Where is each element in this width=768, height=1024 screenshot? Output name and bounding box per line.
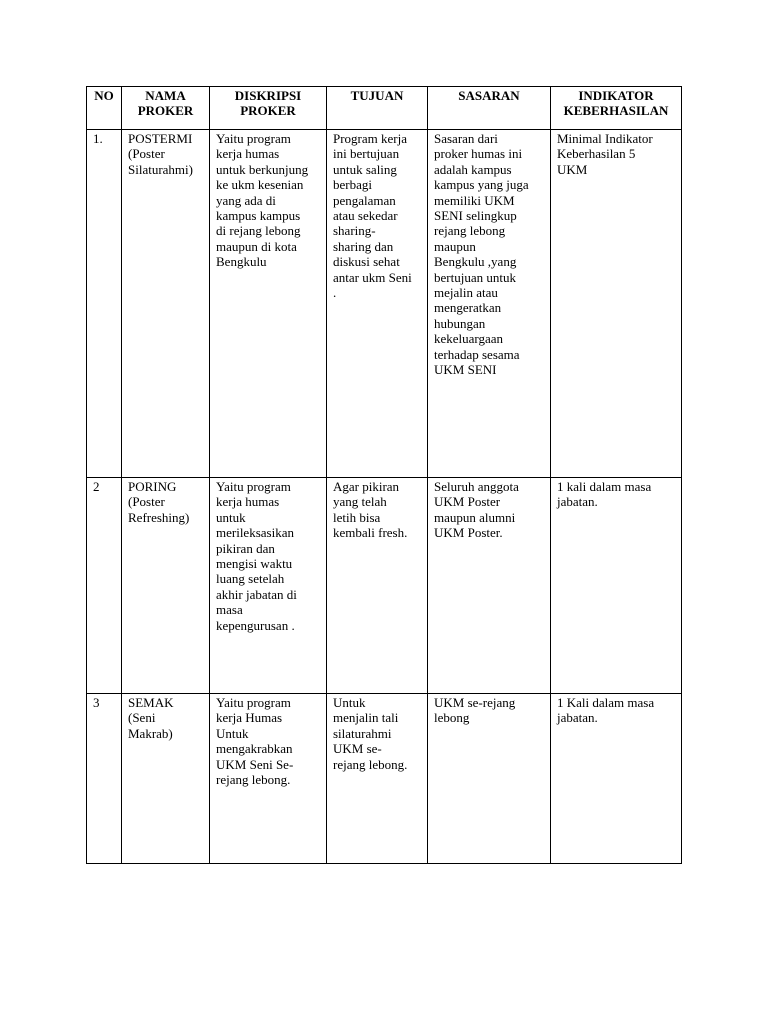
cell-indikator: 1 kali dalam masa jabatan. [551,478,682,694]
cell-indikator: Minimal Indikator Keberhasilan 5 UKM [551,130,682,478]
header-indikator-keberhasilan: INDIKATOR KEBERHASILAN [551,87,682,130]
cell-sasaran: UKM se-rejang lebong [428,694,551,864]
cell-sasaran: Sasaran dari proker humas ini adalah kampus kampus yang juga memiliki UKM SENI selingkup rejang lebong maupun Bengkulu ,yang bertujuan untuk mejalin atau mengeratkan hubungan kekeluargaan terhadap sesama UKM SENI [428,130,551,478]
cell-no: 1. [87,130,122,478]
cell-nama-proker: POSTERMI (Poster Silaturahmi) [122,130,210,478]
header-diskripsi-proker: DISKRIPSI PROKER [210,87,327,130]
cell-tujuan: Program kerja ini bertujuan untuk saling berbagi pengalaman atau sekedar sharing- sharing dan diskusi sehat antar ukm Seni . [327,130,428,478]
header-nama-proker: NAMA PROKER [122,87,210,130]
cell-diskripsi: Yaitu program kerja Humas Untuk mengakrabkan UKM Seni Se- rejang lebong. [210,694,327,864]
cell-nama-proker: PORING (Poster Refreshing) [122,478,210,694]
header-tujuan: TUJUAN [327,87,428,130]
cell-indikator: 1 Kali dalam masa jabatan. [551,694,682,864]
cell-no: 3 [87,694,122,864]
cell-diskripsi: Yaitu program kerja humas untuk merileksasikan pikiran dan mengisi waktu luang setelah akhir jabatan di masa kepengurusan . [210,478,327,694]
table-row [87,478,682,694]
cell-sasaran: Seluruh anggota UKM Poster maupun alumni UKM Poster. [428,478,551,694]
cell-tujuan: Agar pikiran yang telah letih bisa kembali fresh. [327,478,428,694]
cell-no: 2 [87,478,122,694]
cell-tujuan: Untuk menjalin tali silaturahmi UKM se- rejang lebong. [327,694,428,864]
table-row [87,694,682,864]
header-sasaran: SASARAN [428,87,551,130]
cell-nama-proker: SEMAK (Seni Makrab) [122,694,210,864]
header-row [87,87,682,130]
header-no: NO [87,87,122,130]
table-row [87,130,682,478]
proker-table [86,86,682,864]
cell-diskripsi: Yaitu program kerja humas untuk berkunjung ke ukm kesenian yang ada di kampus kampus di rejang lebong maupun di kota Bengkulu [210,130,327,478]
